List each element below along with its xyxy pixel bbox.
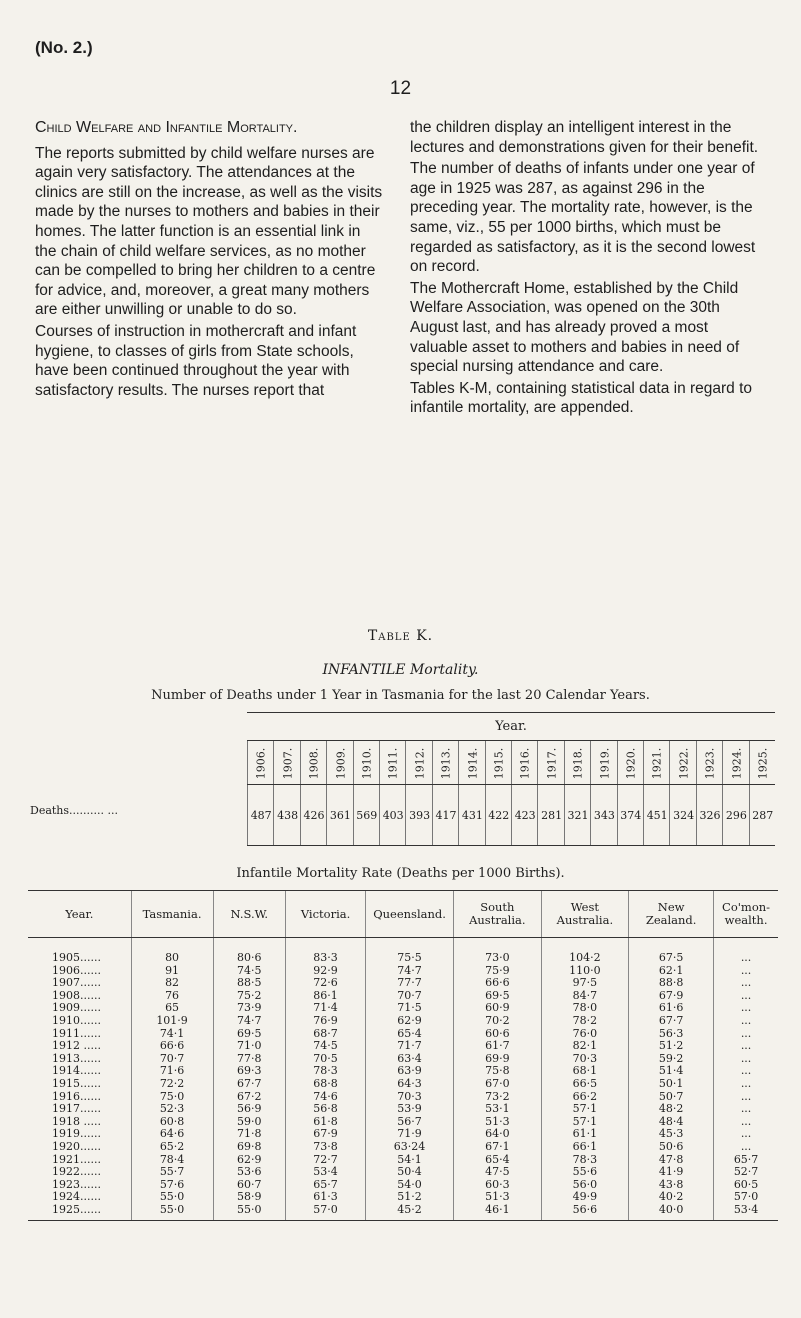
deaths-value: 343 <box>590 785 617 845</box>
rate-cell: 40·0 <box>629 1204 714 1221</box>
row-year: 1906...... <box>52 963 101 977</box>
table-k-label: Table K. <box>367 628 434 644</box>
rate-cell: 78·0 <box>541 1002 629 1015</box>
rate-cell: 57·0 <box>286 1204 366 1221</box>
rate-cell: 56·8 <box>286 1103 366 1116</box>
year-cell <box>722 741 749 785</box>
rate-cell: 51·2 <box>366 1191 454 1204</box>
row-year: 1918 ..... <box>52 1114 101 1128</box>
year-cell <box>485 741 512 785</box>
rate-cell: 73·8 <box>286 1141 366 1154</box>
deaths-values-row <box>247 784 775 846</box>
rate-cell: 60·3 <box>454 1179 542 1192</box>
rate-cell: 70·3 <box>541 1053 629 1066</box>
rate-cell: 83·3 <box>286 938 366 965</box>
rate-cell: 60·7 <box>213 1179 286 1192</box>
row-year: 1917...... <box>52 1102 101 1116</box>
rate-cell: 72·6 <box>286 977 366 990</box>
rate-cell: 63·4 <box>366 1053 454 1066</box>
rate-cell: 66·1 <box>541 1141 629 1154</box>
row-year: 1913...... <box>52 1051 101 1065</box>
row-year: 1923...... <box>52 1177 101 1191</box>
table-row <box>28 1166 778 1179</box>
year-cell <box>669 741 696 785</box>
rate-cell: 75·2 <box>213 990 286 1003</box>
column-header: Victoria. <box>286 891 366 938</box>
row-year: 1910...... <box>52 1013 101 1027</box>
rate-cell: 56·3 <box>629 1028 714 1041</box>
table-row <box>28 938 778 965</box>
rate-cell: ... <box>714 1116 778 1129</box>
rate-cell: 55·0 <box>131 1191 213 1204</box>
rate-cell: 62·9 <box>366 1015 454 1028</box>
rate-cell: 56·9 <box>213 1103 286 1116</box>
paragraph: Courses of instruction in mothercraft and infant hygiene, to classes of girls from State schools, have been continued throughout the year with satisfactory results. The nurses report that <box>35 322 357 399</box>
year-cell <box>696 741 723 785</box>
rate-cell: 82 <box>131 977 213 990</box>
page-number: 12 <box>389 78 412 99</box>
deaths-value: 374 <box>617 785 644 845</box>
year-label: 1918. <box>571 747 585 779</box>
year-label: 1925. <box>756 747 770 779</box>
rate-cell: ... <box>714 1091 778 1104</box>
column-header: South Australia. <box>454 891 542 938</box>
rate-cell: 69·3 <box>213 1065 286 1078</box>
rate-cell: 48·2 <box>629 1103 714 1116</box>
rate-cell: 66·2 <box>541 1091 629 1104</box>
row-year: 1907...... <box>52 976 101 990</box>
rate-cell: 101·9 <box>131 1015 213 1028</box>
rate-cell: 69·9 <box>454 1053 542 1066</box>
rate-cell: 62·9 <box>213 1154 286 1167</box>
deaths-value: 281 <box>537 785 564 845</box>
rate-cell: 71·5 <box>366 1002 454 1015</box>
rate-cell: 88·8 <box>629 977 714 990</box>
rate-cell: 50·7 <box>629 1091 714 1104</box>
rate-cell: 67·2 <box>213 1091 286 1104</box>
rate-cell: 70·7 <box>131 1053 213 1066</box>
rate-cell: ... <box>714 965 778 978</box>
rate-cell: 68·1 <box>541 1065 629 1078</box>
rate-cell: 54·1 <box>366 1154 454 1167</box>
rate-cell: ... <box>714 1141 778 1154</box>
rate-cell: 45·3 <box>629 1128 714 1141</box>
rate-cell: 53·4 <box>714 1204 778 1221</box>
rate-cell: 57·1 <box>541 1103 629 1116</box>
rate-cell: 71·4 <box>286 1002 366 1015</box>
rate-table-title: Infantile Mortality Rate (Deaths per 1000 Births). <box>236 866 565 881</box>
year-label: 1911. <box>386 747 400 779</box>
rate-cell: 47·8 <box>629 1154 714 1167</box>
rate-cell: 77·8 <box>213 1053 286 1066</box>
year-label: 1906. <box>254 747 268 779</box>
year-label: 1912. <box>413 747 427 779</box>
rate-cell: 64·0 <box>454 1128 542 1141</box>
right-column <box>410 118 770 420</box>
deaths-value: 361 <box>326 785 353 845</box>
column-header: N.S.W. <box>213 891 286 938</box>
rate-cell: 55·0 <box>131 1204 213 1221</box>
year-cell <box>300 741 327 785</box>
rate-cell: 67·7 <box>629 1015 714 1028</box>
year-label: 1920. <box>624 747 638 779</box>
rate-cell: 61·1 <box>541 1128 629 1141</box>
section-heading: Child Welfare and Infantile Mortality. <box>35 119 298 136</box>
row-year: 1919...... <box>52 1127 101 1141</box>
rate-cell: 78·2 <box>541 1015 629 1028</box>
rate-cell: ... <box>714 1128 778 1141</box>
row-year: 1921...... <box>52 1152 101 1166</box>
rate-cell: 41·9 <box>629 1166 714 1179</box>
rate-cell: 64·6 <box>131 1128 213 1141</box>
rate-cell: 76·9 <box>286 1015 366 1028</box>
year-cell <box>643 741 670 785</box>
rate-cell: 46·1 <box>454 1204 542 1221</box>
years-row <box>247 740 775 785</box>
rate-cell: 78·3 <box>541 1154 629 1167</box>
rate-cell: 74·7 <box>213 1015 286 1028</box>
year-cell <box>590 741 617 785</box>
rate-cell: 76·0 <box>541 1028 629 1041</box>
rate-cell: 71·8 <box>213 1128 286 1141</box>
year-label: 1921. <box>650 747 664 779</box>
rate-cell: 76 <box>131 990 213 1003</box>
rate-cell: 73·9 <box>213 1002 286 1015</box>
rate-cell: 66·6 <box>131 1040 213 1053</box>
deaths-value: 417 <box>432 785 459 845</box>
rate-cell: ... <box>714 977 778 990</box>
rate-cell: ... <box>714 1028 778 1041</box>
year-cell <box>749 741 776 785</box>
rate-cell: 69·5 <box>454 990 542 1003</box>
row-year: 1909...... <box>52 1001 101 1015</box>
rate-cell: 97·5 <box>541 977 629 990</box>
rate-cell: 65·4 <box>366 1028 454 1041</box>
deaths-value: 569 <box>353 785 380 845</box>
rate-cell: 52·7 <box>714 1166 778 1179</box>
rate-cell: 51·2 <box>629 1040 714 1053</box>
rate-cell: 74·5 <box>286 1040 366 1053</box>
rate-cell: 104·2 <box>541 938 629 965</box>
year-header: Year. <box>247 712 775 741</box>
year-cell <box>379 741 406 785</box>
rate-cell: 71·0 <box>213 1040 286 1053</box>
column-header: Queensland. <box>366 891 454 938</box>
rate-cell: 74·7 <box>366 965 454 978</box>
rate-cell: 61·6 <box>629 1002 714 1015</box>
year-label: 1916. <box>518 747 532 779</box>
year-label: 1915. <box>492 747 506 779</box>
rate-cell: 84·7 <box>541 990 629 1003</box>
table-row <box>28 1078 778 1091</box>
year-cell <box>405 741 432 785</box>
paragraph: the children display an intelligent interest in the lectures and demonstrations given for their benefit. <box>410 119 759 156</box>
rate-cell: 68·7 <box>286 1028 366 1041</box>
rate-cell: 53·4 <box>286 1166 366 1179</box>
rate-cell: 71·6 <box>131 1065 213 1078</box>
rate-cell: 80 <box>131 938 213 965</box>
year-label: 1909. <box>333 747 347 779</box>
rate-cell: 70·2 <box>454 1015 542 1028</box>
rate-cell: ... <box>714 1002 778 1015</box>
year-cell <box>537 741 564 785</box>
year-label: 1914. <box>465 747 479 779</box>
deaths-value: 403 <box>379 785 406 845</box>
rate-cell: 50·1 <box>629 1078 714 1091</box>
rate-cell: 59·0 <box>213 1116 286 1129</box>
rate-cell: 48·4 <box>629 1116 714 1129</box>
deaths-value: 423 <box>511 785 538 845</box>
rate-cell: 40·2 <box>629 1191 714 1204</box>
rate-cell: 74·6 <box>286 1091 366 1104</box>
deaths-value: 321 <box>564 785 591 845</box>
deaths-value: 451 <box>643 785 670 845</box>
rate-cell: 61·3 <box>286 1191 366 1204</box>
deaths-value: 326 <box>696 785 723 845</box>
rate-cell: ... <box>714 938 778 965</box>
year-label: 1923. <box>703 747 717 779</box>
row-year: 1920...... <box>52 1139 101 1153</box>
rate-cell: 56·6 <box>541 1204 629 1221</box>
rate-cell: 50·6 <box>629 1141 714 1154</box>
rate-cell: 70·7 <box>366 990 454 1003</box>
left-column <box>35 118 383 402</box>
rate-cell: 68·8 <box>286 1078 366 1091</box>
row-year: 1915...... <box>52 1076 101 1090</box>
table-row <box>28 1204 778 1221</box>
rate-cell: 53·1 <box>454 1103 542 1116</box>
deaths-value: 296 <box>722 785 749 845</box>
year-cell <box>273 741 300 785</box>
row-year: 1916...... <box>52 1089 101 1103</box>
rate-cell: 71·9 <box>366 1128 454 1141</box>
rate-cell: 86·1 <box>286 990 366 1003</box>
rate-cell: 70·5 <box>286 1053 366 1066</box>
year-cell <box>511 741 538 785</box>
deaths-value: 438 <box>273 785 300 845</box>
row-year: 1905...... <box>52 951 101 964</box>
rate-cell: 69·8 <box>213 1141 286 1154</box>
rate-cell: 59·2 <box>629 1053 714 1066</box>
column-header: Year. <box>28 891 131 938</box>
rate-cell: 66·5 <box>541 1078 629 1091</box>
rate-cell: 67·7 <box>213 1078 286 1091</box>
document-number: (No. 2.) <box>35 38 93 57</box>
table-row <box>28 977 778 990</box>
rate-cell: 43·8 <box>629 1179 714 1192</box>
rate-cell: 72·7 <box>286 1154 366 1167</box>
deaths-value: 393 <box>405 785 432 845</box>
rate-cell: ... <box>714 1015 778 1028</box>
rate-cell: 51·3 <box>454 1191 542 1204</box>
rate-cell: 60·8 <box>131 1116 213 1129</box>
rate-cell: 53·9 <box>366 1103 454 1116</box>
table-row <box>28 1103 778 1116</box>
column-header: Co'mon-wealth. <box>714 891 778 938</box>
rate-cell: 67·9 <box>286 1128 366 1141</box>
table-row <box>28 1015 778 1028</box>
year-label: 1922. <box>677 747 691 779</box>
table-row <box>28 1040 778 1053</box>
year-cell <box>458 741 485 785</box>
paragraph: Tables K-M, containing statistical data in regard to infantile mortality, are appended. <box>410 379 753 417</box>
deaths-value: 487 <box>247 785 274 845</box>
rate-cell: 60·5 <box>714 1179 778 1192</box>
column-header: New Zealand. <box>629 891 714 938</box>
rate-cell: ... <box>714 1053 778 1066</box>
rate-cell: 66·6 <box>454 977 542 990</box>
rate-cell: 75·5 <box>366 938 454 965</box>
rate-cell: 51·3 <box>454 1116 542 1129</box>
rate-cell: 49·9 <box>541 1191 629 1204</box>
rate-cell: 92·9 <box>286 965 366 978</box>
column-header: Tasmania. <box>131 891 213 938</box>
rate-cell: 67·0 <box>454 1078 542 1091</box>
rate-cell: 73·2 <box>454 1091 542 1104</box>
rate-cell: 55·0 <box>213 1204 286 1221</box>
year-label: 1907. <box>281 747 295 779</box>
rate-cell: 47·5 <box>454 1166 542 1179</box>
rate-cell: 56·7 <box>366 1116 454 1129</box>
paragraph: The number of deaths of infants under one year of age in 1925 was 287, as against 296 in the preceding year. The mortality rate, however, is the same, viz., 55 per 1000 births, which must be regarded as satisfactory, as it is the second lowest on record. <box>410 160 756 276</box>
year-label: 1913. <box>439 747 453 779</box>
rate-cell: 57·1 <box>541 1116 629 1129</box>
row-year: 1911...... <box>52 1026 101 1040</box>
rate-cell: 75·9 <box>454 965 542 978</box>
rate-cell: 75·0 <box>131 1091 213 1104</box>
rate-cell: 74·5 <box>213 965 286 978</box>
rate-cell: ... <box>714 1078 778 1091</box>
year-label: 1910. <box>360 747 374 779</box>
year-label: 1917. <box>545 747 559 779</box>
year-label: 1908. <box>307 747 321 779</box>
rate-cell: 57·0 <box>714 1191 778 1204</box>
rate-cell: 60·9 <box>454 1002 542 1015</box>
rate-cell: 80·6 <box>213 938 286 965</box>
paragraph: The Mothercraft Home, established by the Child Welfare Association, was opened on the 30th August last, and has already proved a most valuable asset to mothers and babies in need of special nursing attendance and care. <box>410 279 740 376</box>
year-label: 1924. <box>729 747 743 779</box>
deaths-value: 287 <box>749 785 776 845</box>
deaths-value: 422 <box>485 785 512 845</box>
deaths-value: 324 <box>669 785 696 845</box>
row-year: 1922...... <box>52 1165 101 1179</box>
rate-cell: ... <box>714 1103 778 1116</box>
rate-cell: 72·2 <box>131 1078 213 1091</box>
rate-cell: 65·7 <box>714 1154 778 1167</box>
rate-cell: 63·24 <box>366 1141 454 1154</box>
rate-cell: 61·8 <box>286 1116 366 1129</box>
rate-cell: 50·4 <box>366 1166 454 1179</box>
rate-cell: 55·6 <box>541 1166 629 1179</box>
rate-cell: 78·3 <box>286 1065 366 1078</box>
year-cell <box>326 741 353 785</box>
rate-cell: 60·6 <box>454 1028 542 1041</box>
rate-cell: ... <box>714 990 778 1003</box>
rate-cell: 54·0 <box>366 1179 454 1192</box>
rate-cell: 65·7 <box>286 1179 366 1192</box>
mortality-rate-table <box>28 890 778 1221</box>
rate-cell: 67·5 <box>629 938 714 965</box>
rate-cell: 61·7 <box>454 1040 542 1053</box>
rate-cell: 51·4 <box>629 1065 714 1078</box>
rate-cell: 53·6 <box>213 1166 286 1179</box>
row-year: 1925...... <box>28 1204 131 1221</box>
rate-cell: 65·4 <box>454 1154 542 1167</box>
rate-cell: 71·7 <box>366 1040 454 1053</box>
year-cell <box>247 741 274 785</box>
rate-cell: 64·3 <box>366 1078 454 1091</box>
rate-cell: 58·9 <box>213 1191 286 1204</box>
table-k-subtitle: INFANTILE Mortality. <box>322 662 479 678</box>
rate-cell: 78·4 <box>131 1154 213 1167</box>
paragraph: The reports submitted by child welfare nurses are again very satisfactory. The attendances at the clinics are still on the increase, as well as the visits made by the nurses to mothers and babies in their homes. The latter function is an essential link in the chain of child welfare services, as no mother can be compelled to bring her children to a centre for advice, and, moreover, a great many mothers are either unwilling or unable to do so. <box>35 144 383 319</box>
deaths-value: 426 <box>300 785 327 845</box>
rate-cell: 69·5 <box>213 1028 286 1041</box>
rate-cell: ... <box>714 1065 778 1078</box>
rate-cell: 65 <box>131 1002 213 1015</box>
year-cell <box>564 741 591 785</box>
year-label: 1919. <box>597 747 611 779</box>
rate-cell: 88·5 <box>213 977 286 990</box>
row-year: 1914...... <box>52 1064 101 1078</box>
rate-cell: 67·1 <box>454 1141 542 1154</box>
rate-cell: 91 <box>131 965 213 978</box>
column-header: West Australia. <box>541 891 629 938</box>
rate-cell: 75·8 <box>454 1065 542 1078</box>
row-year: 1908...... <box>52 988 101 1002</box>
table-row <box>28 1191 778 1204</box>
deaths-row-label: Deaths.......... ... <box>30 804 118 817</box>
year-cell <box>617 741 644 785</box>
rate-cell: 110·0 <box>541 965 629 978</box>
rate-cell: 57·6 <box>131 1179 213 1192</box>
rate-cell: 67·9 <box>629 990 714 1003</box>
row-year: 1924...... <box>52 1190 101 1204</box>
table-row <box>28 1141 778 1154</box>
rate-cell: 65·2 <box>131 1141 213 1154</box>
rate-cell: 56·0 <box>541 1179 629 1192</box>
row-year: 1912 ..... <box>52 1039 101 1053</box>
rate-cell: 62·1 <box>629 965 714 978</box>
rate-cell: 73·0 <box>454 938 542 965</box>
rate-cell: ... <box>714 1040 778 1053</box>
rate-cell: 63·9 <box>366 1065 454 1078</box>
rate-cell: 52·3 <box>131 1103 213 1116</box>
rate-cell: 74·1 <box>131 1028 213 1041</box>
rate-cell: 82·1 <box>541 1040 629 1053</box>
rate-cell: 55·7 <box>131 1166 213 1179</box>
year-cell <box>353 741 380 785</box>
year-cell <box>432 741 459 785</box>
deaths-value: 431 <box>458 785 485 845</box>
rate-cell: 70·3 <box>366 1091 454 1104</box>
table-k-caption: Number of Deaths under 1 Year in Tasmania for the last 20 Calendar Years. <box>151 688 650 703</box>
rate-cell: 77·7 <box>366 977 454 990</box>
rate-cell: 45·2 <box>366 1204 454 1221</box>
